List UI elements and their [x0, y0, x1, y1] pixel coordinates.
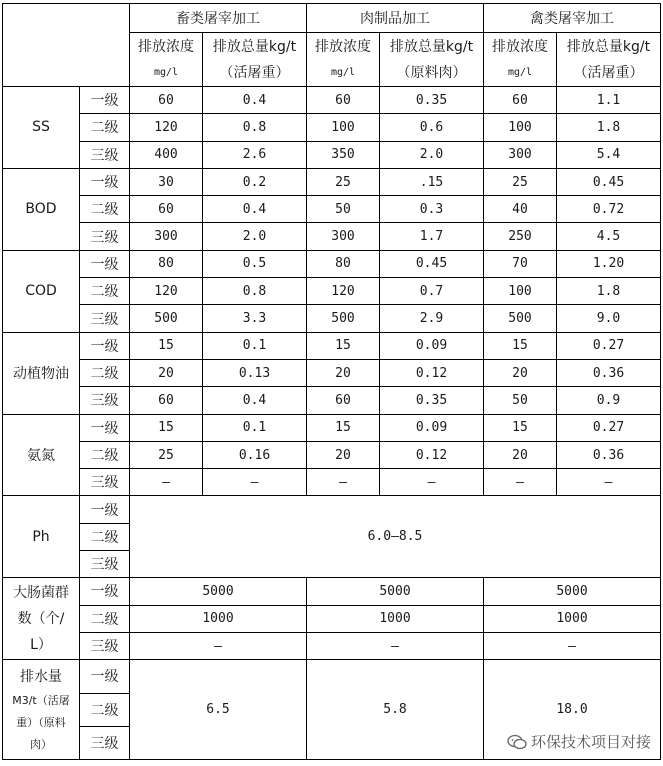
value-cell: 5000 — [130, 578, 307, 605]
value-cell: 15 — [307, 332, 380, 359]
value-cell: 350 — [307, 141, 380, 168]
value-cell: 0.6 — [380, 114, 484, 141]
table-row — [3, 496, 661, 523]
category-header: 肉制品加工 — [307, 4, 484, 33]
value-cell: 0.35 — [380, 87, 484, 114]
value-cell: 0.27 — [557, 414, 661, 441]
total-label: 排放总量kg/t — [389, 38, 474, 55]
table-row — [3, 332, 661, 359]
value-cell: 120 — [130, 114, 203, 141]
value-cell: 15 — [130, 332, 203, 359]
value-cell: 500 — [130, 305, 203, 332]
table-row — [3, 305, 661, 332]
level-cell: 一级 — [80, 660, 130, 693]
pollutant-name: Ph — [3, 496, 80, 578]
table-row — [3, 196, 661, 223]
value-cell: 0.27 — [557, 332, 661, 359]
value-cell: 25 — [307, 168, 380, 195]
value-cell: 0.7 — [380, 278, 484, 305]
value-cell: 300 — [484, 141, 557, 168]
value-cell: 60 — [307, 87, 380, 114]
value-cell: 0.72 — [557, 196, 661, 223]
table-row — [3, 632, 661, 659]
value-cell: – — [130, 469, 203, 496]
value-cell: – — [307, 632, 484, 659]
value-cell: 2.9 — [380, 305, 484, 332]
header-row-categories — [3, 4, 661, 33]
value-cell: 0.09 — [380, 332, 484, 359]
value-cell: 0.4 — [203, 387, 307, 414]
level-cell: 一级 — [80, 578, 130, 605]
level-cell: 三级 — [80, 469, 130, 496]
value-cell: 20 — [484, 441, 557, 468]
table-row — [3, 168, 661, 195]
value-cell: 4.5 — [557, 223, 661, 250]
pollutant-name-line: 大肠菌群 — [13, 584, 69, 601]
value-cell: 15 — [484, 332, 557, 359]
pollutant-name-line: 重）（原料 — [16, 715, 66, 729]
level-cell: 三级 — [80, 141, 130, 168]
value-cell: 100 — [307, 114, 380, 141]
table-row — [3, 250, 661, 277]
value-cell: 0.45 — [557, 168, 661, 195]
value-cell: 80 — [130, 250, 203, 277]
value-cell: 0.4 — [203, 196, 307, 223]
value-cell: 0.45 — [380, 250, 484, 277]
value-cell: 1.7 — [380, 223, 484, 250]
watermark — [507, 731, 651, 752]
value-cell: 1.8 — [557, 278, 661, 305]
value-cell: 500 — [307, 305, 380, 332]
value-cell: 0.3 — [380, 196, 484, 223]
total-header — [203, 33, 307, 87]
total-label: 排放总量kg/t — [566, 38, 651, 55]
wechat-icon — [507, 734, 527, 750]
value-cell: 60 — [130, 196, 203, 223]
level-cell: 一级 — [80, 332, 130, 359]
concentration-header — [307, 33, 380, 87]
value-cell: – — [307, 469, 380, 496]
level-cell: 三级 — [80, 632, 130, 659]
value-cell: 80 — [307, 250, 380, 277]
total-header — [557, 33, 661, 87]
value-cell: 0.8 — [203, 114, 307, 141]
value-cell: 1.20 — [557, 250, 661, 277]
pollutant-name-line: 肉） — [30, 737, 52, 751]
value-cell: .15 — [380, 168, 484, 195]
concentration-label: 排放浓度 — [315, 38, 371, 55]
table-row — [3, 387, 661, 414]
watermark-text: 环保技术项目对接 — [530, 733, 651, 751]
value-cell: 0.09 — [380, 414, 484, 441]
pollutant-name: SS — [3, 87, 80, 169]
total-header — [380, 33, 484, 87]
pollutant-name-line: M3/t（活屠 — [12, 693, 70, 707]
pollutant-name-line: 排水量 — [20, 668, 62, 685]
value-cell: 2.6 — [203, 141, 307, 168]
category-header: 畜类屠宰加工 — [130, 4, 307, 33]
total-label: 排放总量kg/t — [212, 38, 297, 55]
value-cell: 60 — [130, 387, 203, 414]
value-cell: 70 — [484, 250, 557, 277]
table-row — [3, 223, 661, 250]
value-cell: 60 — [484, 87, 557, 114]
value-cell: 60 — [307, 387, 380, 414]
value-cell: – — [484, 632, 661, 659]
value-cell: 0.12 — [380, 359, 484, 386]
value-cell: 0.2 — [203, 168, 307, 195]
level-cell: 二级 — [80, 359, 130, 386]
value-cell: 1000 — [484, 605, 661, 632]
level-cell: 一级 — [80, 496, 130, 523]
value-cell: 0.1 — [203, 332, 307, 359]
value-cell: 2.0 — [380, 141, 484, 168]
table-row — [3, 87, 661, 114]
value-cell: 20 — [307, 359, 380, 386]
value-cell: 2.0 — [203, 223, 307, 250]
value-cell: 500 — [484, 305, 557, 332]
level-cell: 二级 — [80, 278, 130, 305]
pollutant-name: 动植物油 — [3, 332, 80, 414]
value-cell: 15 — [484, 414, 557, 441]
value-cell: 15 — [130, 414, 203, 441]
emission-standards-table — [2, 3, 661, 760]
value-cell: 100 — [484, 114, 557, 141]
value-cell: 9.0 — [557, 305, 661, 332]
value-cell: – — [380, 469, 484, 496]
value-cell: 0.35 — [380, 387, 484, 414]
value-cell: 0.9 — [557, 387, 661, 414]
value-cell: 0.12 — [380, 441, 484, 468]
value-cell: 20 — [130, 359, 203, 386]
value-cell: 120 — [130, 278, 203, 305]
value-cell: 0.16 — [203, 441, 307, 468]
level-cell: 一级 — [80, 250, 130, 277]
pollutant-name: BOD — [3, 168, 80, 250]
value-cell: 120 — [307, 278, 380, 305]
level-cell: 二级 — [80, 693, 130, 726]
value-cell: 1.1 — [557, 87, 661, 114]
ph-value: 6.0–8.5 — [130, 496, 661, 578]
value-cell: 0.1 — [203, 414, 307, 441]
value-cell: 20 — [307, 441, 380, 468]
value-cell: 1000 — [307, 605, 484, 632]
value-cell: 50 — [307, 196, 380, 223]
level-cell: 一级 — [80, 87, 130, 114]
table-row — [3, 469, 661, 496]
level-cell: 二级 — [80, 441, 130, 468]
table-row — [3, 441, 661, 468]
table-row — [3, 359, 661, 386]
total-note: （活屠重） — [573, 64, 644, 81]
concentration-label: 排放浓度 — [492, 38, 548, 55]
value-cell: 0.36 — [557, 359, 661, 386]
value-cell: 60 — [130, 87, 203, 114]
concentration-label: 排放浓度 — [138, 38, 194, 55]
water-value: 18.0 — [484, 660, 661, 760]
table-row — [3, 114, 661, 141]
table-row — [3, 278, 661, 305]
level-cell: 二级 — [80, 114, 130, 141]
table-row — [3, 414, 661, 441]
level-cell: 三级 — [80, 726, 130, 759]
table-row — [3, 141, 661, 168]
pollutant-name-line: L） — [30, 636, 52, 653]
total-note: （活屠重） — [219, 64, 290, 81]
concentration-unit: mg/l — [507, 66, 533, 78]
value-cell: – — [557, 469, 661, 496]
value-cell: 5000 — [307, 578, 484, 605]
pollutant-name-line: 数（个/ — [17, 610, 65, 627]
level-cell: 一级 — [80, 168, 130, 195]
level-cell: 一级 — [80, 414, 130, 441]
pollutant-name — [3, 660, 80, 760]
level-cell: 二级 — [80, 196, 130, 223]
total-note: （原料肉） — [396, 64, 467, 81]
pollutant-name: COD — [3, 250, 80, 332]
value-cell: – — [130, 632, 307, 659]
value-cell: 25 — [130, 441, 203, 468]
level-cell: 二级 — [80, 605, 130, 632]
value-cell: – — [203, 469, 307, 496]
value-cell: 400 — [130, 141, 203, 168]
water-value: 6.5 — [130, 660, 307, 760]
table-row — [3, 578, 661, 605]
pollutant-name: 氨氮 — [3, 414, 80, 496]
concentration-header — [130, 33, 203, 87]
value-cell: 5.4 — [557, 141, 661, 168]
value-cell: 15 — [307, 414, 380, 441]
value-cell: 3.3 — [203, 305, 307, 332]
pollutant-name — [3, 578, 80, 660]
value-cell: 300 — [307, 223, 380, 250]
value-cell: 50 — [484, 387, 557, 414]
value-cell: 250 — [484, 223, 557, 250]
concentration-header — [484, 33, 557, 87]
level-cell: 三级 — [80, 387, 130, 414]
value-cell: 100 — [484, 278, 557, 305]
value-cell: 1000 — [130, 605, 307, 632]
value-cell: 0.8 — [203, 278, 307, 305]
value-cell: 300 — [130, 223, 203, 250]
level-cell: 三级 — [80, 223, 130, 250]
value-cell: 0.4 — [203, 87, 307, 114]
value-cell: 5000 — [484, 578, 661, 605]
level-cell: 三级 — [80, 551, 130, 578]
value-cell: 40 — [484, 196, 557, 223]
value-cell: 30 — [130, 168, 203, 195]
value-cell: 0.5 — [203, 250, 307, 277]
corner-cell — [3, 4, 130, 87]
value-cell: 0.13 — [203, 359, 307, 386]
category-header: 禽类屠宰加工 — [484, 4, 661, 33]
level-cell: 三级 — [80, 305, 130, 332]
value-cell: 0.36 — [557, 441, 661, 468]
table-row — [3, 605, 661, 632]
table-row — [3, 660, 661, 693]
value-cell: – — [484, 469, 557, 496]
water-value: 5.8 — [307, 660, 484, 760]
value-cell: 20 — [484, 359, 557, 386]
level-cell: 二级 — [80, 523, 130, 550]
value-cell: 1.8 — [557, 114, 661, 141]
concentration-unit: mg/l — [153, 66, 179, 78]
value-cell: 25 — [484, 168, 557, 195]
concentration-unit: mg/l — [330, 66, 356, 78]
